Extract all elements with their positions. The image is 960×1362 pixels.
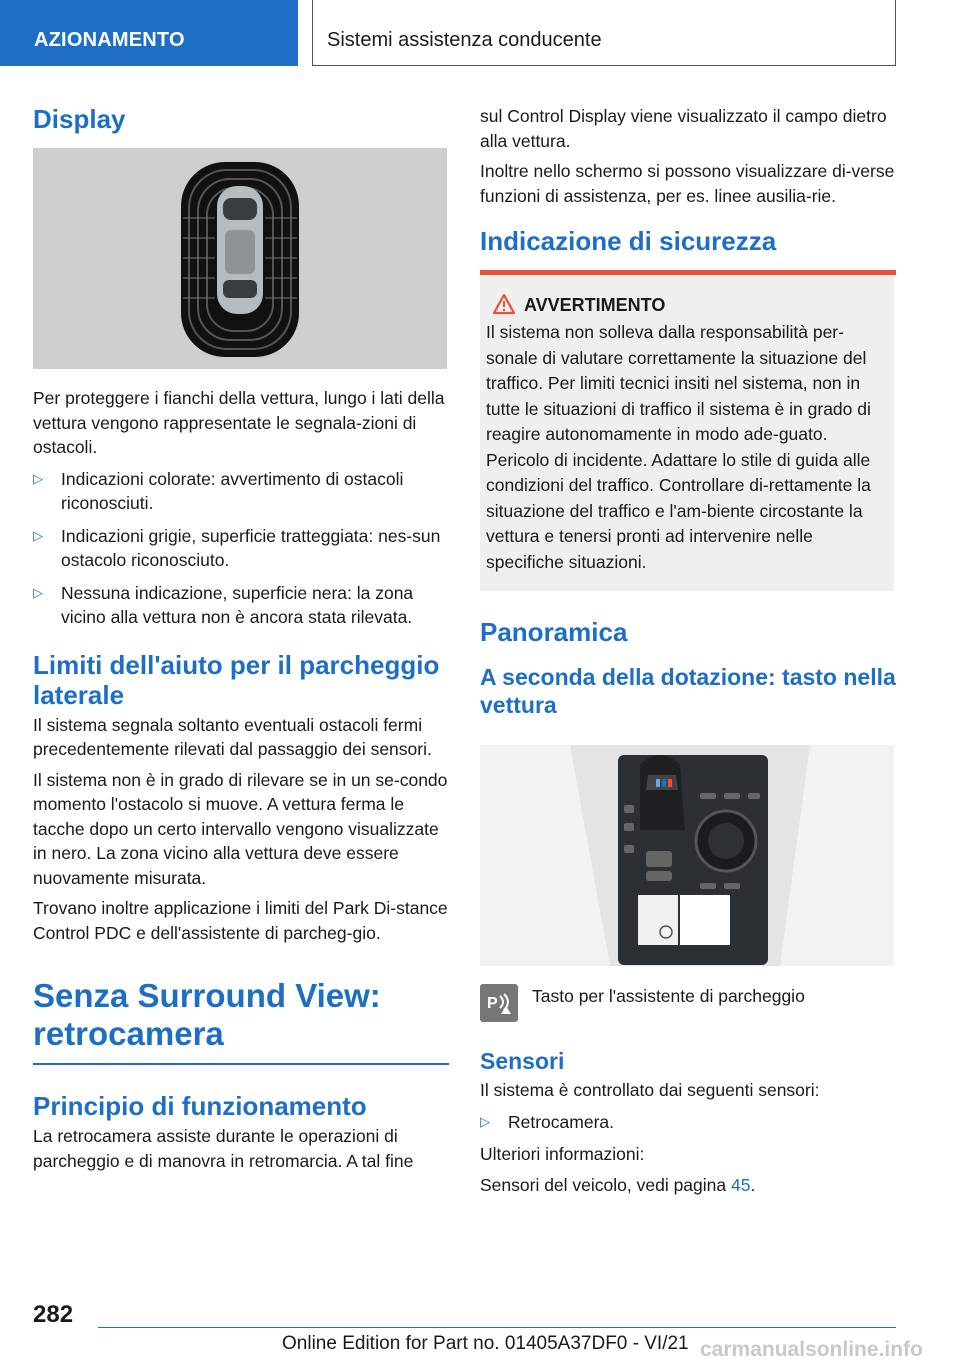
more-info-label: Ulteriori informazioni:: [480, 1144, 645, 1164]
legend-text: Tasto per l'assistente di parcheggio: [532, 986, 805, 1006]
triangle-right-icon: ▷: [33, 527, 43, 543]
park-assist-icon: [480, 984, 518, 1022]
limiti-paragraph-1: Il sistema segnala soltanto eventuali ostacoli fermi precedentemente rilevati dal passaggio dei sensori.: [33, 714, 432, 759]
page-link[interactable]: 45: [731, 1174, 751, 1195]
limiti-paragraph-2: Il sistema non è in grado di rilevare se in un se-condo momento l'ostacolo si muove. A vettura ferma le tacche dopo un certo intervallo vengono visualizzate in nero. La zona vicino alla vettura deve essere nuovamente misurata.: [33, 769, 448, 888]
parking-display-illustration: [33, 148, 447, 369]
svg-text:P: P: [487, 995, 498, 1012]
legend-row: [480, 984, 896, 1022]
parking-display-image: [33, 148, 447, 369]
overview-heading: Panoramica: [480, 617, 628, 647]
page-reference: Sensori del veicolo, vedi pagina 45.: [480, 1174, 756, 1195]
sensors-paragraph: Il sistema è controllato dai seguenti sensori:: [480, 1080, 820, 1100]
display-list: [33, 467, 449, 630]
retrocamera-heading: Senza Surround View: retrocamera: [33, 977, 449, 1065]
continued-paragraph-2: Inoltre nello schermo si possono visualizzare di-verse funzioni di assistenza, per es. linee ausilia-rie.: [480, 161, 895, 206]
warning-triangle-icon: [492, 293, 516, 320]
edition-text: Online Edition for Part no. 01405A37DF0 - VI/21: [282, 1333, 689, 1354]
principle-paragraph: La retrocamera assiste durante le operazioni di parcheggio e di manovra in retromarcia. A tal fine: [33, 1126, 414, 1171]
center-console-image: [480, 745, 894, 966]
list-item: ▷ Indicazioni grigie, superficie tratteggiata: nes-sun ostacolo riconosciuto.: [33, 525, 441, 570]
display-heading: Display: [33, 104, 126, 134]
center-console-illustration: [480, 745, 894, 966]
warning-title: AVVERTIMENTO: [524, 295, 886, 316]
left-column: [33, 96, 449, 1173]
principle-heading: Principio di funzionamento: [33, 1091, 367, 1121]
triangle-right-icon: ▷: [480, 1113, 490, 1129]
equipment-subheading: A seconda della dotazione: tasto nella vettura: [480, 664, 896, 718]
sensors-heading: Sensori: [480, 1048, 565, 1074]
continued-paragraph-1: sul Control Display viene visualizzato il campo dietro alla vettura.: [480, 106, 887, 151]
list-item: ▷ Indicazioni colorate: avvertimento di ostacoli riconosciuti.: [33, 468, 404, 513]
page-number: 282: [33, 1301, 74, 1328]
chapter-tab: AZIONAMENTO: [0, 0, 298, 66]
sensors-list: [480, 1110, 896, 1135]
section-title: Sistemi assistenza conducente: [312, 0, 896, 66]
display-intro: Per proteggere i fianchi della vettura, lungo i lati della vettura vengono rappresentate le segnala-zioni di ostacoli.: [33, 388, 445, 457]
footer-divider: [98, 1327, 896, 1328]
warning-text: Il sistema non solleva dalla responsabilità per-sonale di valutare correttamente la situazione del traffico. Per limiti tecnici insiti nel sistema, non in tutte le situazioni di traffico il sistema è in grado di reagire autonomamente in modo ade-guato. Pericolo di incidente. Adattare lo stile di guida alle condizioni del traffico. Controllare di-rettamente la situazione del traffico e l'am-biente circostante la vettura e tenersi pronti ad intervenire nelle specifiche situazioni.: [486, 322, 871, 572]
list-item: ▷ Retrocamera.: [480, 1110, 896, 1135]
limiti-paragraph-3: Trovano inoltre applicazione i limiti del Park Di-stance Control PDC e dell'assistente di parcheg-gio.: [33, 898, 448, 943]
right-column: [480, 104, 896, 1197]
triangle-right-icon: ▷: [33, 470, 43, 486]
safety-heading: Indicazione di sicurezza: [480, 226, 896, 275]
triangle-right-icon: ▷: [33, 584, 43, 600]
warning-box: [480, 275, 894, 591]
limiti-heading: Limiti dell'aiuto per il parcheggio laterale: [33, 649, 440, 710]
list-item: ▷ Nessuna indicazione, superficie nera: la zona vicino alla vettura non è ancora stata rilevata.: [33, 582, 414, 627]
watermark: carmanualsonline.info: [700, 1338, 923, 1361]
